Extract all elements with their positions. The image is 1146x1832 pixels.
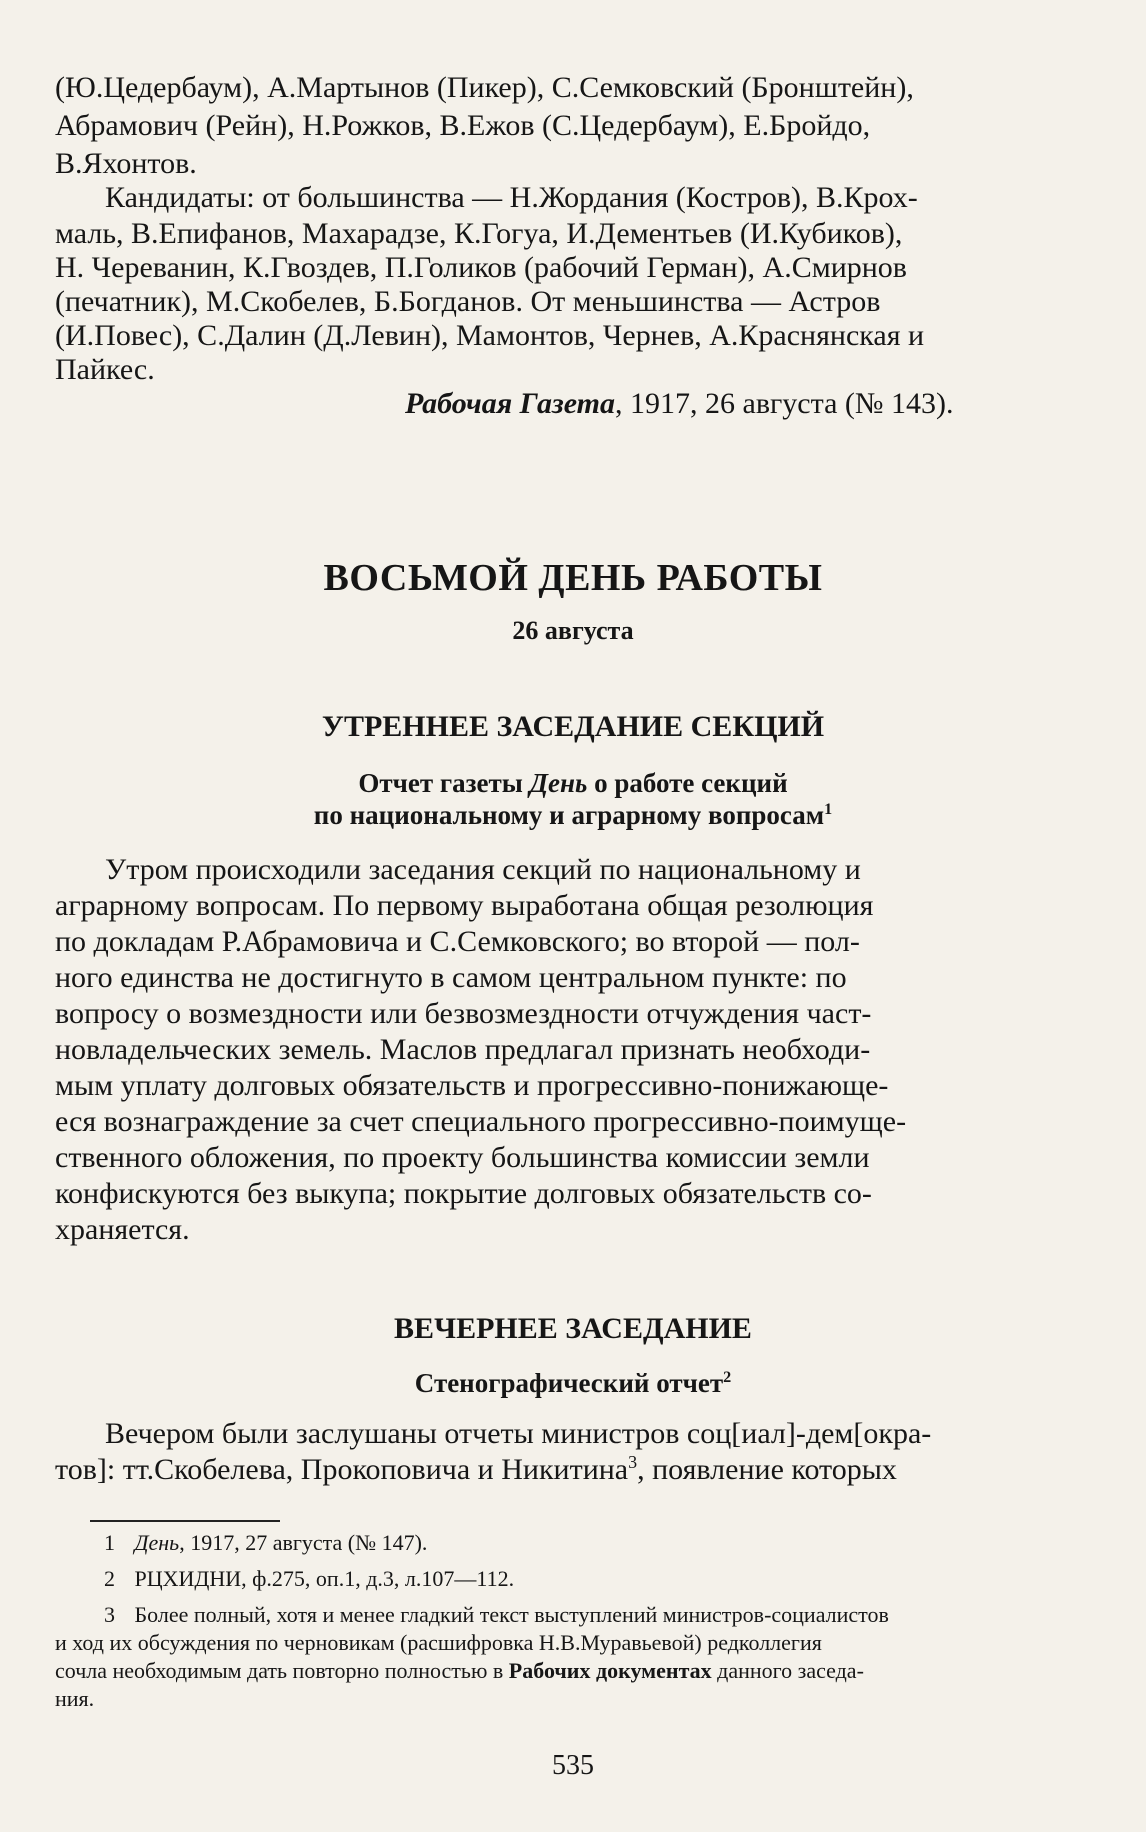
report-prefix: Отчет газеты	[358, 768, 530, 798]
evening-paragraph-line	[55, 1452, 897, 1488]
footnote-3	[104, 1602, 889, 1628]
footnote-1-text: , 1917, 27 августа (№ 147).	[179, 1530, 428, 1555]
morning-paragraph-line: мым уплату долговых обязательств и прогрессивно-понижающе-	[55, 1069, 889, 1102]
intro-line: маль, В.Епифанов, Махарадзе, К.Гогуа, И.Дементьев (И.Кубиков),	[55, 217, 903, 250]
page-number: 535	[552, 1750, 594, 1781]
evening-paragraph-line: Вечером были заслушаны отчеты министров соц[иал]-дем[окра-	[105, 1417, 932, 1450]
footnote-3-continued: и ход их обсуждения по черновикам (расшифровка Н.В.Муравьевой) редколлегия	[55, 1630, 822, 1655]
morning-paragraph-line: Утром происходили заседания секций по национальному и	[105, 853, 861, 886]
source-newspaper: Рабочая Газета	[405, 387, 616, 420]
footnote-1-title: День	[134, 1530, 180, 1555]
evening-report-heading	[0, 1368, 1146, 1399]
morning-paragraph-line: храняется.	[55, 1213, 190, 1246]
day-date: 26 августа	[512, 616, 634, 645]
footnote-3-line: сочла необходимым дать повторно полностью в	[55, 1658, 509, 1683]
footnote-3-line: Более полный, хотя и менее гладкий текст выступлений министров-социалистов	[134, 1602, 889, 1627]
evening-text-end: , появление которых	[637, 1453, 897, 1486]
footnote-ref-2: 2	[723, 1368, 732, 1386]
evening-text: тов]: тт.Скобелева, Прокоповича и Никитина	[55, 1453, 629, 1486]
intro-line: (Ю.Цедербаум), А.Мартынов (Пикер), С.Семковский (Бронштейн),	[55, 71, 914, 104]
footnote-ref-3: 3	[628, 1452, 638, 1472]
morning-report-heading	[0, 768, 1146, 799]
footnote-ref-1: 1	[824, 800, 833, 818]
day-title: ВОСЬМОЙ ДЕНЬ РАБОТЫ	[323, 557, 823, 599]
intro-line: Н. Череванин, К.Гвоздев, П.Голиков (рабочий Герман), А.Смирнов	[55, 251, 907, 284]
footnote-2-text: РЦХИДНИ, ф.275, оп.1, д.3, л.107—112.	[134, 1566, 515, 1591]
stenographic-report: Стенографический отчет	[414, 1368, 724, 1398]
footnote-3-line-end: данного заседа-	[711, 1658, 864, 1683]
footnote-2	[104, 1566, 514, 1592]
morning-paragraph-line: аграрному вопросам. По первому выработана общая резолюция	[55, 889, 874, 922]
morning-session-title: УТРЕННЕЕ ЗАСЕДАНИЕ СЕКЦИЙ	[321, 710, 825, 743]
intro-line: Пайкес.	[55, 353, 155, 386]
intro-line: (И.Повес), С.Далин (Д.Левин), Мамонтов, Чернев, А.Краснянская и	[55, 319, 925, 352]
morning-paragraph-line: новладельческих земель. Маслов предлагал признать необходи-	[55, 1033, 871, 1066]
intro-line: Абрамович (Рейн), Н.Рожков, В.Ежов (С.Цедербаум), Е.Бройдо,	[55, 109, 871, 142]
morning-report-heading-line2	[0, 800, 1146, 831]
morning-paragraph-line: конфискуются без выкупа; покрытие долговых обязательств со-	[55, 1177, 872, 1210]
morning-paragraph-line: вопросу о возмездности или безвозмездности отчуждения част-	[55, 997, 872, 1030]
morning-paragraph-line: ственного обложения, по проекту большинства комиссии земли	[55, 1141, 870, 1174]
footnote-3-bold: Рабочих документах	[508, 1658, 712, 1683]
intro-line: В.Яхонтов.	[55, 147, 197, 180]
footnote-divider	[90, 1520, 280, 1522]
report-suffix: о работе секций	[587, 768, 788, 798]
morning-paragraph-line: ного единства не достигнуто в самом центральном пункте: по	[55, 961, 847, 994]
footnote-number: 3	[104, 1602, 115, 1627]
report-subject: по национальному и аграрному вопросам	[313, 800, 825, 830]
source-citation	[405, 386, 954, 422]
morning-paragraph-line: еся вознаграждение за счет специального прогрессивно-поимуще-	[55, 1105, 907, 1138]
footnote-number: 1	[104, 1530, 115, 1555]
footnote-3-continued	[55, 1658, 864, 1684]
source-details: , 1917, 26 августа (№ 143).	[615, 387, 954, 420]
intro-line: (печатник), М.Скобелев, Б.Богданов. От меньшинства — Астров	[55, 285, 881, 318]
morning-paragraph-line: по докладам Р.Абрамовича и С.Семковского; во второй — пол-	[55, 925, 860, 958]
intro-line: Кандидаты: от большинства — Н.Жордания (Костров), В.Крох-	[105, 181, 918, 214]
footnote-1	[104, 1530, 427, 1556]
report-newspaper: День	[529, 768, 588, 798]
evening-session-title: ВЕЧЕРНЕЕ ЗАСЕДАНИЕ	[394, 1312, 752, 1345]
footnote-3-continued: ния.	[55, 1686, 95, 1711]
footnote-number: 2	[104, 1566, 115, 1591]
